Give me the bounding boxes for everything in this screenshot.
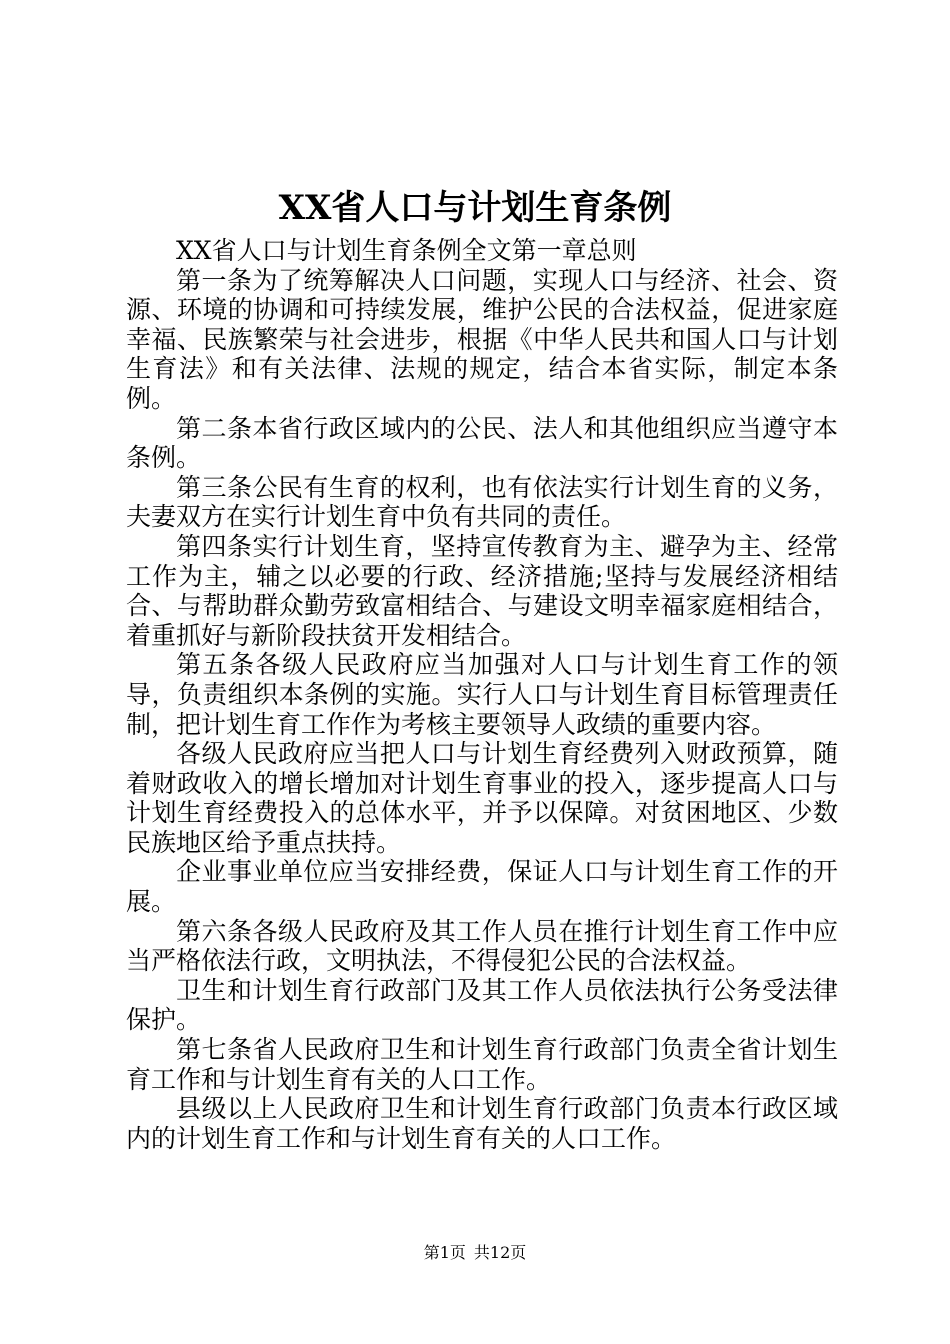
paragraph-article-1: 第一条为了统筹解决人口问题，实现人口与经济、社会、资源、环境的协调和可持续发展，维护公民的合法权益，促进家庭幸福、民族繁荣与社会进步，根据《中华人民共和国人口与计划生育法》和有关法律、法规的规定，结合本省实际，制定本条例。: [126, 265, 838, 413]
paragraph-article-5-clause-3: 企业事业单位应当安排经费，保证人口与计划生育工作的开展。: [126, 857, 838, 917]
paragraph-article-2: 第二条本省行政区域内的公民、法人和其他组织应当遵守本条例。: [126, 413, 838, 473]
paragraph-article-5: 第五条各级人民政府应当加强对人口与计划生育工作的领导，负责组织本条例的实施。实行人口与计划生育目标管理责任制，把计划生育工作作为考核主要领导人政绩的重要内容。: [126, 650, 838, 739]
page-number: 第1页: [423, 1243, 466, 1262]
paragraph-article-5-clause-2: 各级人民政府应当把人口与计划生育经费列入财政预算，随着财政收入的增长增加对计划生育事业的投入，逐步提高人口与计划生育经费投入的总体水平，并予以保障。对贫困地区、少数民族地区给予重点扶持。: [126, 739, 838, 857]
document-title: XX省人口与计划生育条例: [278, 188, 672, 228]
paragraph-article-3: 第三条公民有生育的权利，也有依法实行计划生育的义务，夫妻双方在实行计划生育中负有共同的责任。: [126, 472, 838, 532]
document-body: [126, 236, 838, 1153]
paragraph-article-6-clause-2: 卫生和计划生育行政部门及其工作人员依法执行公务受法律保护。: [126, 975, 838, 1035]
page-footer: [0, 1241, 950, 1265]
page-total: 共12页: [473, 1243, 527, 1262]
paragraph-article-4: 第四条实行计划生育，坚持宣传教育为主、避孕为主、经常工作为主，辅之以必要的行政、经济措施;坚持与发展经济相结合、与帮助群众勤劳致富相结合、与建设文明幸福家庭相结合，着重抓好与新阶段扶贫开发相结合。: [126, 531, 838, 650]
paragraph-chapter-heading: XX省人口与计划生育条例全文第一章总则: [176, 236, 637, 265]
paragraph-article-6: 第六条各级人民政府及其工作人员在推行计划生育工作中应当严格依法行政，文明执法，不得侵犯公民的合法权益。: [126, 916, 838, 976]
paragraph-article-7-clause-2: 县级以上人民政府卫生和计划生育行政部门负责本行政区域内的计划生育工作和与计划生育有关的人口工作。: [126, 1094, 838, 1153]
paragraph-article-7: 第七条省人民政府卫生和计划生育行政部门负责全省计划生育工作和与计划生育有关的人口工作。: [126, 1035, 838, 1094]
